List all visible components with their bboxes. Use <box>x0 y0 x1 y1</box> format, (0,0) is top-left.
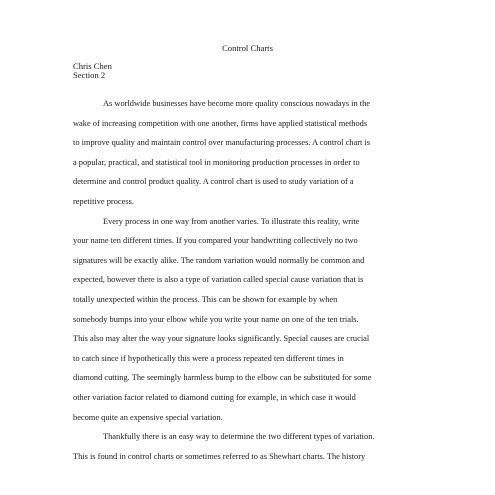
document-body <box>73 94 425 466</box>
paragraph-1 <box>73 94 425 212</box>
paragraph-line: a popular, practical, and statistical tool in monitoring production processes in order to <box>73 157 360 167</box>
author-section: Section 2 <box>73 70 106 80</box>
paragraph-line: Thankfully there is an easy way to determine the two different types of variation. <box>103 432 375 442</box>
paragraph-line: diamond cutting. The seemingly harmless bump to the elbow can be substituted for some <box>73 373 372 383</box>
paragraph-line: repetitive process. <box>73 196 134 206</box>
paragraph-3 <box>73 427 425 466</box>
paragraph-line: As worldwide businesses have become more quality conscious nowadays in the <box>103 99 371 108</box>
paragraph-line: to catch since if hypothetically this were a process repeated ten different times in <box>73 353 344 363</box>
document-title: Control Charts <box>222 43 273 53</box>
paragraph-line: become quite an expensive special variation. <box>73 412 223 422</box>
paragraph-line: This is found in control charts or sometimes referred to as Shewhart charts. The history <box>73 451 366 461</box>
paragraph-line: determine and control product quality. A control chart is used to study variation of a <box>73 177 354 187</box>
paragraph-line: This also may alter the way your signature looks significantly. Special causes are crucial <box>73 334 370 344</box>
paragraph-line: Every process in one way from another varies. To illustrate this reality, write <box>103 216 360 226</box>
paragraph-line: somebody bumps into your elbow while you write your name on one of the ten trials. <box>73 314 359 324</box>
paragraph-line: signatures will be exactly alike. The random variation would normally be common and <box>73 255 365 265</box>
paragraph-line: totally unexpected within the process. This can be shown for example by when <box>73 294 338 304</box>
paragraph-line: expected, however there is also a type of variation called special cause variation that is <box>73 275 364 285</box>
paragraph-line: your name ten different times. If you compared your handwriting collectively no two <box>73 236 358 246</box>
paragraph-line: other variation factor related to diamond cutting for example, in which case it would <box>73 392 356 402</box>
paragraph-line: wake of increasing competition with one another, firms have applied statistical methods <box>73 118 368 128</box>
paragraph-line: to improve quality and maintain control over manufacturing processes. A control chart is <box>73 138 371 148</box>
author-name: Chris Chen <box>73 61 112 71</box>
paragraph-2 <box>73 212 425 428</box>
